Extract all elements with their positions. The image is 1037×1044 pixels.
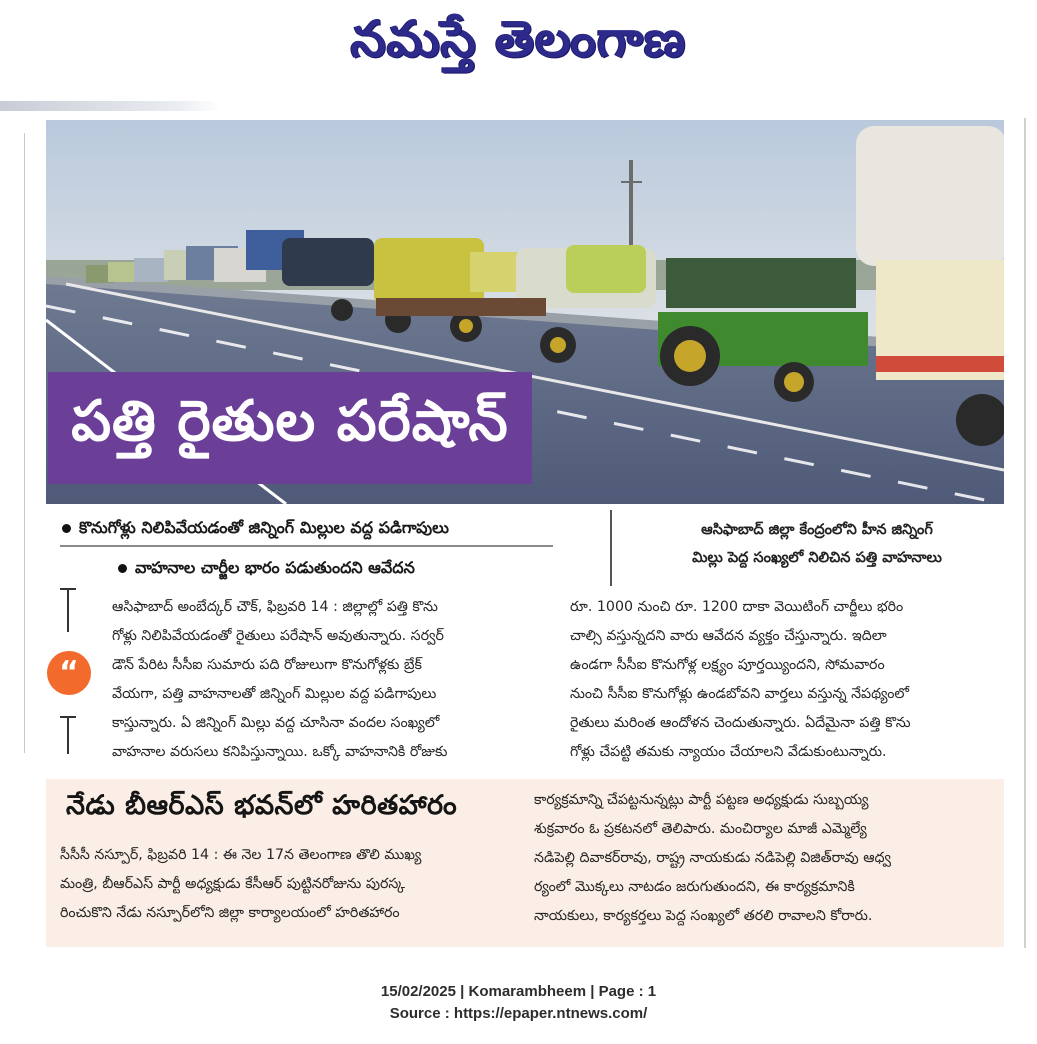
bullet-icon	[118, 564, 127, 573]
subhead-1	[62, 518, 449, 541]
text-line: వాహనాల వరుసలు కనిపిస్తున్నాయి. ఒక్కో వాహనానికి రోజుకు	[112, 744, 448, 760]
text-line: కార్యక్రమాన్ని చేపట్టనున్నట్లు పార్టీ పట్టణ అధ్యక్షుడు సుబ్బయ్య	[534, 792, 869, 808]
text-line: కాస్తున్నారు. ఏ జిన్నింగ్ మిల్లు వద్ద చూసినా వందల సంఖ్యలో	[112, 715, 440, 731]
text-line: వేయగా, పత్తి వాహనాలతో జిన్నింగ్ మిల్లుల వద్ద పడిగాపులు	[112, 686, 437, 702]
quote-tick	[60, 716, 76, 718]
right-column-rule	[1024, 118, 1026, 948]
article1-column-2	[570, 593, 1006, 767]
footer-date-page: 15/02/2025 | Komarambheem | Page : 1	[380, 983, 657, 1000]
photo-headline-banner	[48, 372, 532, 484]
subhead-2	[118, 558, 415, 581]
masthead-logo-text: నమస్తే తెలంగాణ	[350, 9, 687, 68]
text-line: డౌన్ పేరిట సీసీఐ సుమారు పది రోజులుగా కొనుగోళ్లకు బ్రేక్	[112, 657, 422, 673]
photo-caption	[632, 516, 1002, 572]
text-line: గోళ్లు నిలిపివేయడంతో రైతులు పరేషాన్ అవుతున్నారు. సర్వర్	[112, 628, 444, 644]
text-line: నాయకులు, కార్యకర్తలు పెద్ద సంఖ్యలో తరలి రావాలని కోరారు.	[534, 908, 873, 924]
article2-column-1	[60, 841, 510, 928]
text-line: గోళ్లు చేపట్టి తమకు న్యాయం చేయాలని వేడుకుంటున్నారు.	[570, 744, 887, 760]
text-line: ఉండగా సీసీఐ కొనుగోళ్ల లక్ష్యం పూర్తయ్యిందని, సోమవారం	[570, 657, 885, 673]
text-line: మంత్రి, బీఆర్‌ఎస్ పార్టీ అధ్యక్షుడు కేసీఆర్ పుట్టినరోజును పురస్క	[60, 876, 406, 892]
article2-column-2	[534, 786, 984, 931]
caption-rule	[610, 510, 612, 586]
headline-text: పత్తి రైతుల పరేషాన్	[71, 388, 509, 454]
quote-line	[67, 588, 69, 632]
subhead-2-text: వాహనాల చార్జీల భారం పడుతుందని ఆవేదన	[135, 558, 415, 577]
masthead	[0, 0, 1037, 90]
text-line: రూ. 1000 నుంచి రూ. 1200 దాకా వెయిటింగ్ చార్జీలు భరిం	[570, 599, 904, 615]
quote-line	[67, 716, 69, 754]
masthead-underline	[0, 101, 220, 111]
text-line: ఆసిఫాబాద్ అంబేద్కర్ చౌక్, ఫిబ్రవరి 14 : జిల్లాల్లో పత్తి కొను	[112, 599, 438, 615]
left-frame-line	[24, 133, 25, 753]
article2-title: నేడు బీఆర్‌ఎస్ భవన్‌లో హరితహారం	[66, 790, 458, 821]
text-line: నుంచి సీసీఐ కొనుగోళ్లు ఉండబోవని వార్తలు వస్తున్న నేపథ్యంలో	[570, 686, 910, 702]
quote-glyph: “	[59, 655, 79, 690]
article1-column-1	[112, 593, 558, 767]
text-line: శుక్రవారం ఓ ప్రకటనలో తెలిపారు. మంచిర్యాల మాజీ ఎమ్మెల్యే	[534, 821, 867, 837]
subhead-divider	[60, 545, 553, 547]
subhead-1-text: కొనుగోళ్లు నిలిపివేయడంతో జిన్నింగ్ మిల్లుల వద్ద పడిగాపులు	[79, 518, 449, 537]
text-line: చాల్సి వస్తున్నదని వారు ఆవేదన వ్యక్తం చేస్తున్నారు. ఇదిలా	[570, 628, 887, 644]
text-line: నడిపెల్లి దివాకర్‌రావు, రాష్ట్ర నాయకుడు నడిపెల్లి విజిత్‌రావు ఆధ్వ	[534, 850, 891, 866]
text-line: సీసీసీ నస్పూర్, ఫిబ్రవరి 14 : ఈ నెల 17న తెలంగాణ తొలి ముఖ్య	[60, 847, 422, 863]
bullet-icon	[62, 524, 71, 533]
text-line: ర్యంలో మొక్కలు నాటడం జరుగుతుందని, ఈ కార్యక్రమానికి	[534, 879, 855, 895]
caption-line: ఆసిఫాబాద్ జిల్లా కేంద్రంలోని హీన జిన్నింగ్	[701, 522, 933, 538]
text-line: రైతులు మరింత ఆందోళన చెందుతున్నారు. ఏదేమైనా పత్తి కొను	[570, 715, 911, 731]
text-line: రించుకొని నేడు నస్పూర్‌లోని జిల్లా కార్యాలయంలో హరితహారం	[60, 905, 400, 921]
quote-icon	[47, 651, 91, 695]
footer-source: Source : https://epaper.ntnews.com/	[389, 1005, 648, 1022]
caption-line: మిల్లు పెద్ద సంఖ్యలో నిలిచిన పత్తి వాహనాలు	[692, 550, 942, 566]
